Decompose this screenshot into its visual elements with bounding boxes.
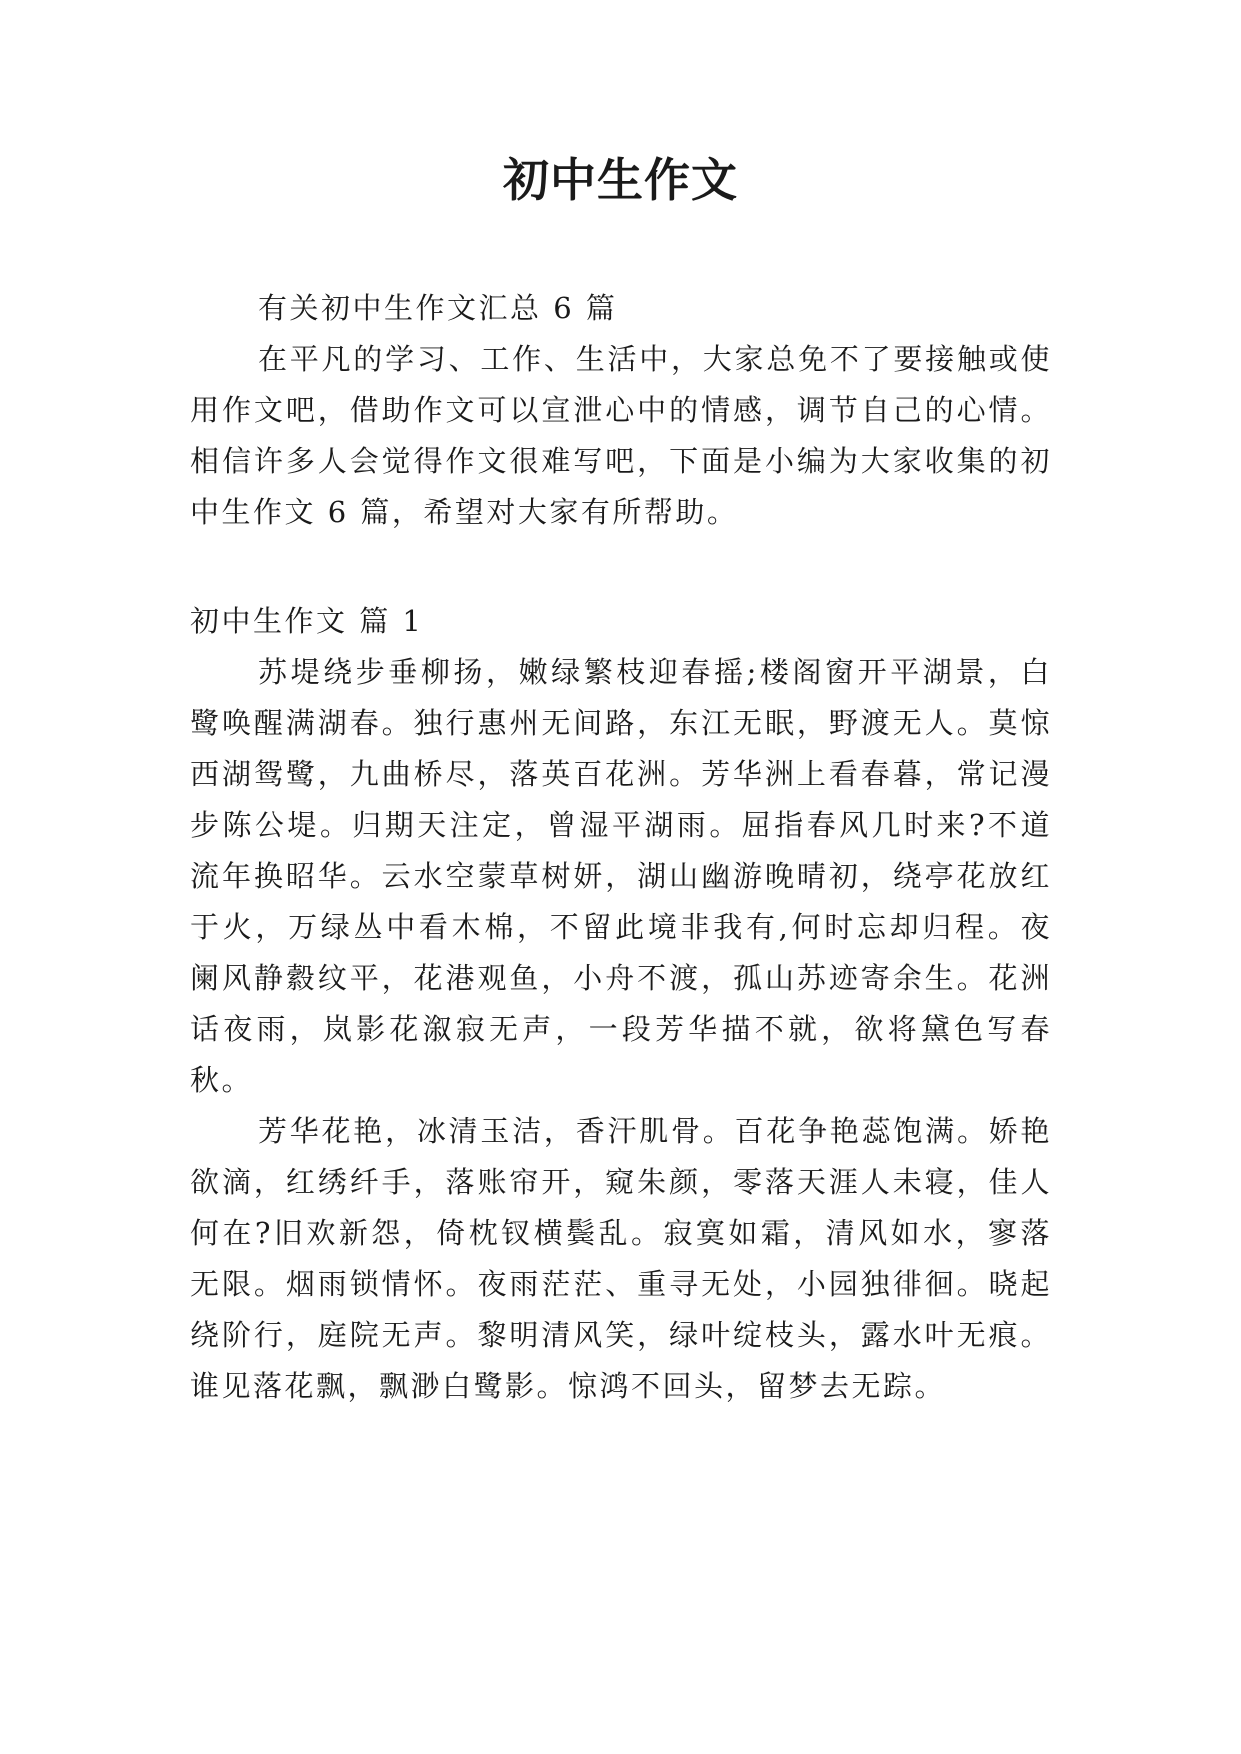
- page-title: 初中生作文: [503, 153, 738, 207]
- document-body: [190, 283, 1052, 1412]
- section-heading: 初中生作文 篇 1: [190, 604, 424, 638]
- intro-paragraph: 在平凡的学习、工作、生活中，大家总免不了要接触或使用作文吧，借助作文可以宣泄心中的情感，调节自己的心情。相信许多人会觉得作文很难写吧，下面是小编为大家收集的初中生作文 6 篇，希望对大家有所帮助。: [190, 342, 1052, 529]
- section-paragraph: 芳华花艳，冰清玉洁，香汗肌骨。百花争艳蕊饱满。娇艳欲滴，红绣纤手，落账帘开，窥朱颜，零落天涯人未寝，佳人何在?旧欢新怨，倚枕钗横鬓乱。寂寞如霜，清风如水，寥落无限。烟雨锁情怀。夜雨茫茫、重寻无处，小园独徘徊。晓起绕阶行，庭院无声。黎明清风笑，绿叶绽枝头，露水叶无痕。谁见落花飘，飘渺白鹭影。惊鸿不回头，留梦去无踪。: [190, 1114, 1052, 1403]
- document-subtitle: 有关初中生作文汇总 6 篇: [258, 291, 618, 325]
- section-paragraph: 苏堤绕步垂柳扬，嫩绿繁枝迎春摇;楼阁窗开平湖景，白鹭唤醒满湖春。独行惠州无间路，东江无眠，野渡无人。莫惊西湖鸳鹭，九曲桥尽，落英百花洲。芳华洲上看春暮，常记漫步陈公堤。归期天注定，曾湿平湖雨。屈指春风几时来?不道流年换昭华。云水空蒙草树妍，湖山幽游晚晴初，绕亭花放红于火，万绿丛中看木棉，不留此境非我有,何时忘却归程。夜阑风静縠纹平，花港观鱼，小舟不渡，孤山苏迹寄余生。花洲话夜雨，岚影花溆寂无声，一段芳华描不就，欲将黛色写春秋。: [190, 655, 1052, 1097]
